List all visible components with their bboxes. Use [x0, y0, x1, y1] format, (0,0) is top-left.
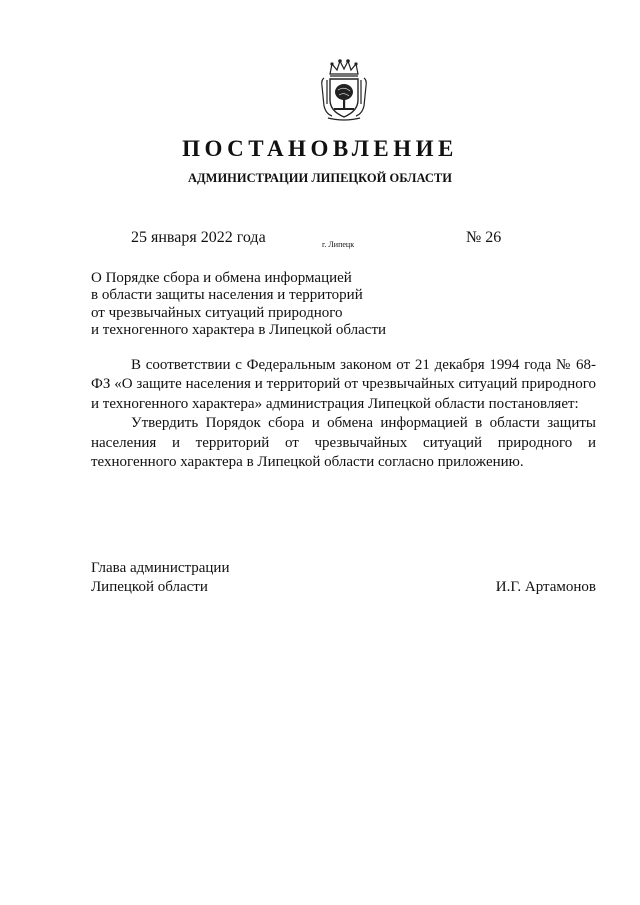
signatory-position-line: Липецкой области	[91, 579, 208, 595]
document-body	[91, 356, 596, 472]
subject-line: от чрезвычайных ситуаций природного	[91, 304, 343, 321]
coat-of-arms-icon	[318, 58, 370, 122]
document-date: 25 января 2022 года	[131, 229, 266, 246]
body-paragraph: В соответствии с Федеральным законом от 21 декабря 1994 года № 68-ФЗ «О защите населения и территорий от чрезвычайных ситуаций природного и техногенного характера» администрация Липецкой области постановляет:	[91, 357, 596, 412]
document-number: № 26	[466, 229, 502, 246]
document-subject	[91, 270, 411, 340]
document-city: г. Липецк	[322, 240, 355, 249]
signatory-position	[91, 559, 229, 597]
document-issuer: АДМИНИСТРАЦИИ ЛИПЕЦКОЙ ОБЛАСТИ	[188, 171, 452, 185]
signatory-position-line: Глава администрации	[91, 560, 230, 576]
subject-line: в области защиты населения и территорий	[91, 287, 363, 304]
subject-line: и техногенного характера в Липецкой области	[91, 322, 387, 339]
subject-line: О Порядке сбора и обмена информацией	[91, 270, 352, 286]
document-title: ПОСТАНОВЛЕНИЕ	[182, 136, 458, 161]
signatory-name: И.Г. Артамонов	[495, 579, 596, 595]
body-paragraph: Утвердить Порядок сбора и обмена информацией в области защиты населения и территорий от чрезвычайных ситуаций природного и техногенного характера в Липецкой области согласно приложению.	[91, 415, 596, 471]
